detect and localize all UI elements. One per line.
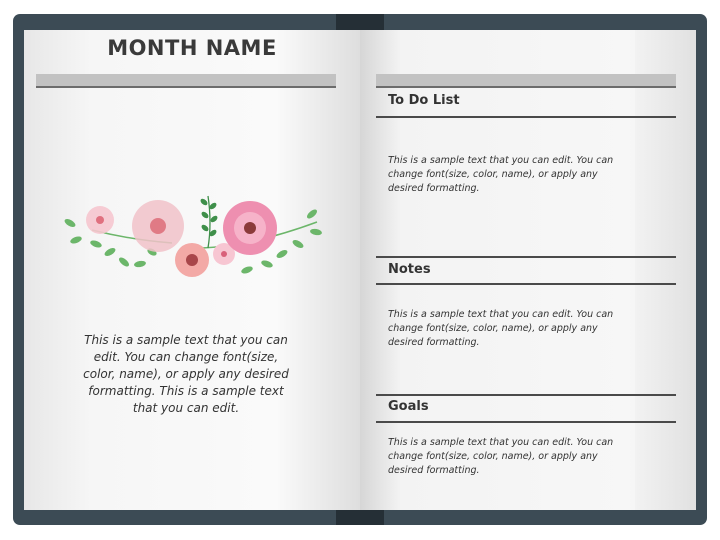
goals-top-divider — [376, 394, 676, 396]
page-decoration — [635, 30, 696, 510]
notes-divider — [376, 283, 676, 285]
todo-heading[interactable]: To Do List — [388, 93, 460, 108]
todo-divider — [376, 116, 676, 118]
goals-text[interactable]: This is a sample text that you can edit. You can change font(size, color, name), or apply any desired formatting. — [388, 437, 614, 476]
month-title[interactable]: MONTH NAME — [107, 36, 277, 60]
title-bar — [36, 74, 336, 88]
flower-icon — [86, 200, 277, 277]
notes-text[interactable]: This is a sample text that you can edit. You can change font(size, color, name), or apply any desired formatting. — [388, 309, 614, 348]
goals-heading[interactable]: Goals — [388, 399, 429, 414]
todo-text[interactable]: This is a sample text that you can edit. You can change font(size, color, name), or apply any desired formatting. — [388, 155, 614, 194]
notes-heading[interactable]: Notes — [388, 262, 431, 277]
notes-top-divider — [376, 256, 676, 258]
right-title-bar — [376, 74, 676, 88]
vine-icon — [199, 196, 218, 248]
goals-divider — [376, 421, 676, 423]
spine-tab-bottom — [336, 509, 384, 525]
flower-illustration — [62, 188, 322, 284]
spine-tab-top — [336, 14, 384, 30]
left-body-text[interactable]: This is a sample text that you can edit. You can change font(size, color, name), or apply any desired formatting. This is a sample text that you can edit. — [83, 333, 289, 415]
